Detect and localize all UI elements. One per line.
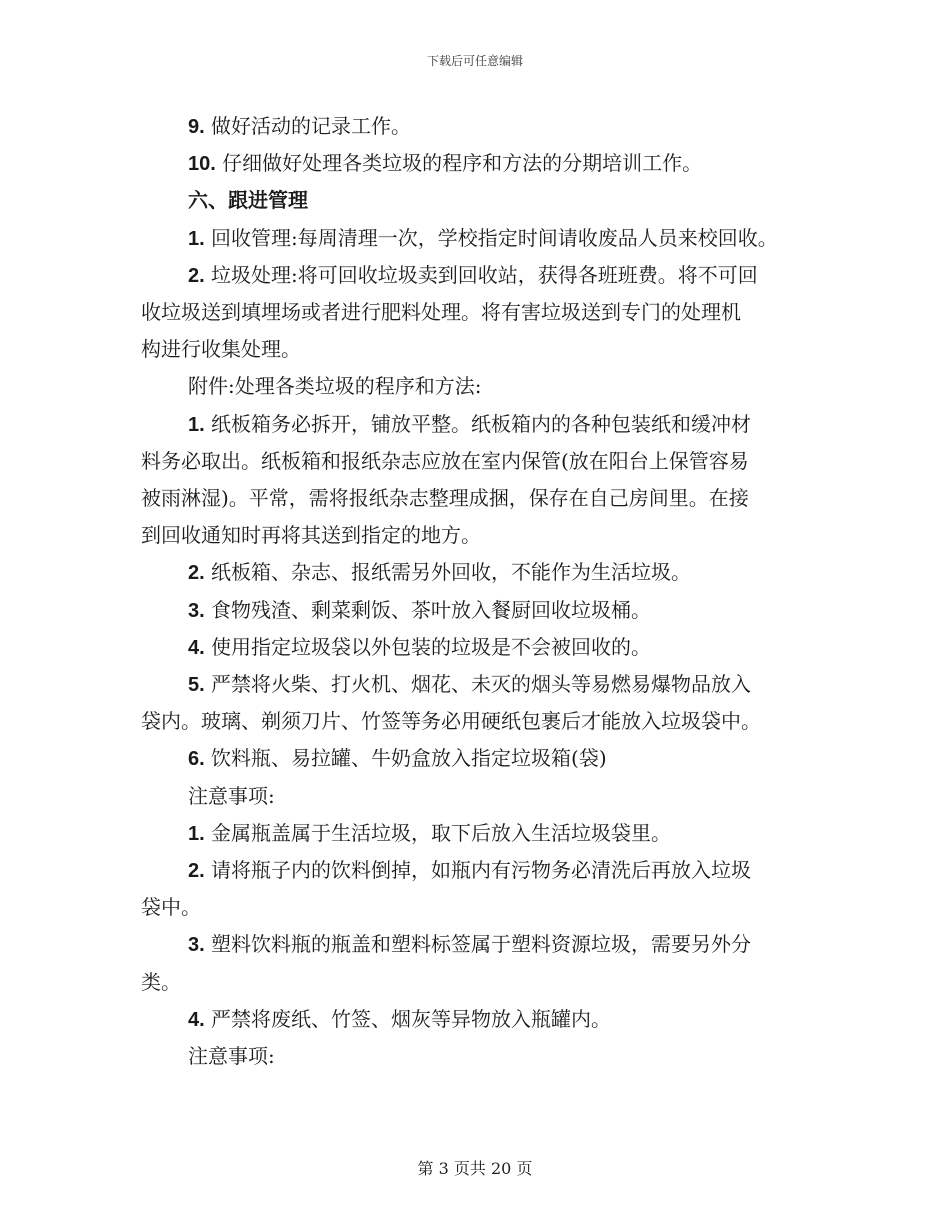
line-text: 食物残渣、剩菜剩饭、茶叶放入餐厨回收垃圾桶。 [204, 598, 652, 622]
paragraph-line [188, 113, 411, 140]
line-text: 塑料饮料瓶的瓶盖和塑料标签属于塑料资源垃圾，需要另外分 [204, 932, 752, 956]
line-text: 使用指定垃圾袋以外包装的垃圾是不会被回收的。 [204, 635, 652, 659]
line-text: 垃圾处理:将可回收垃圾卖到回收站，获得各班班费。将不可回 [204, 263, 758, 287]
list-number: 1. [188, 414, 205, 436]
line-text: 请将瓶子内的饮料倒掉，如瓶内有污物务必清洗后再放入垃圾 [204, 858, 752, 882]
line-text: 饮料瓶、易拉罐、牛奶盒放入指定垃圾箱(袋) [204, 746, 607, 770]
paragraph-line: 构进行收集处理。 [141, 337, 301, 361]
line-text: 做好活动的记录工作。 [204, 114, 412, 138]
paragraph-line [188, 745, 607, 772]
list-number: 2. [188, 860, 205, 882]
line-text: 金属瓶盖属于生活垃圾，取下后放入生活垃圾袋里。 [204, 821, 672, 845]
line-text: 回收管理:每周清理一次，学校指定时间请收废品人员来校回收。 [204, 226, 778, 250]
list-number: 5. [188, 674, 205, 696]
paragraph-line: 袋中。 [141, 895, 201, 919]
paragraph-line [188, 820, 671, 847]
line-text: 严禁将废纸、竹签、烟灰等异物放入瓶罐内。 [204, 1007, 612, 1031]
line-text: 严禁将火柴、打火机、烟花、未灭的烟头等易燃易爆物品放入 [204, 672, 752, 696]
list-number: 2. [188, 562, 205, 584]
paragraph-line: 收垃圾送到填埋场或者进行肥料处理。将有害垃圾送到专门的处理机 [141, 300, 741, 324]
paragraph-line: 注意事项: [188, 784, 275, 808]
paragraph-line: 附件:处理各类垃圾的程序和方法: [188, 374, 482, 398]
paragraph-line [188, 931, 751, 958]
paragraph-line: 注意事项: [188, 1044, 275, 1068]
line-text: 纸板箱、杂志、报纸需另外回收，不能作为生活垃圾。 [204, 560, 692, 584]
paragraph-line [188, 225, 778, 252]
paragraph-line: 袋内。玻璃、剃须刀片、竹签等务必用硬纸包裹后才能放入垃圾袋中。 [141, 709, 761, 733]
paragraph-line [188, 634, 651, 661]
paragraph-line: 到回收通知时再将其送到指定的地方。 [141, 523, 481, 547]
paragraph-line [188, 857, 751, 884]
section-heading: 六、跟进管理 [188, 188, 308, 212]
paragraph-line [188, 597, 651, 624]
list-number: 10. [188, 153, 216, 175]
paragraph-line [188, 262, 758, 289]
paragraph-line [188, 411, 751, 438]
list-number: 4. [188, 637, 205, 659]
paragraph-line [188, 1006, 611, 1033]
list-number: 1. [188, 823, 205, 845]
line-text: 仔细做好处理各类垃圾的程序和方法的分期培训工作。 [215, 151, 703, 175]
list-number: 3. [188, 600, 205, 622]
list-number: 1. [188, 228, 205, 250]
list-number: 2. [188, 265, 205, 287]
list-number: 6. [188, 748, 205, 770]
page-header: 下载后可任意编辑 [426, 54, 523, 68]
paragraph-line: 被雨淋湿)。平常，需将报纸杂志整理成捆，保存在自己房间里。在接 [141, 486, 749, 510]
list-number: 3. [188, 934, 205, 956]
paragraph-line [188, 671, 751, 698]
paragraph-line [188, 150, 702, 177]
list-number: 4. [188, 1009, 205, 1031]
page-footer: 第 3 页共 20 页 [417, 1159, 533, 1178]
paragraph-line [188, 559, 691, 586]
list-number: 9. [188, 116, 205, 138]
paragraph-line: 类。 [141, 970, 181, 994]
line-text: 纸板箱务必拆开，铺放平整。纸板箱内的各种包装纸和缓冲材 [204, 412, 752, 436]
paragraph-line: 料务必取出。纸板箱和报纸杂志应放在室内保管(放在阳台上保管容易 [141, 449, 749, 473]
